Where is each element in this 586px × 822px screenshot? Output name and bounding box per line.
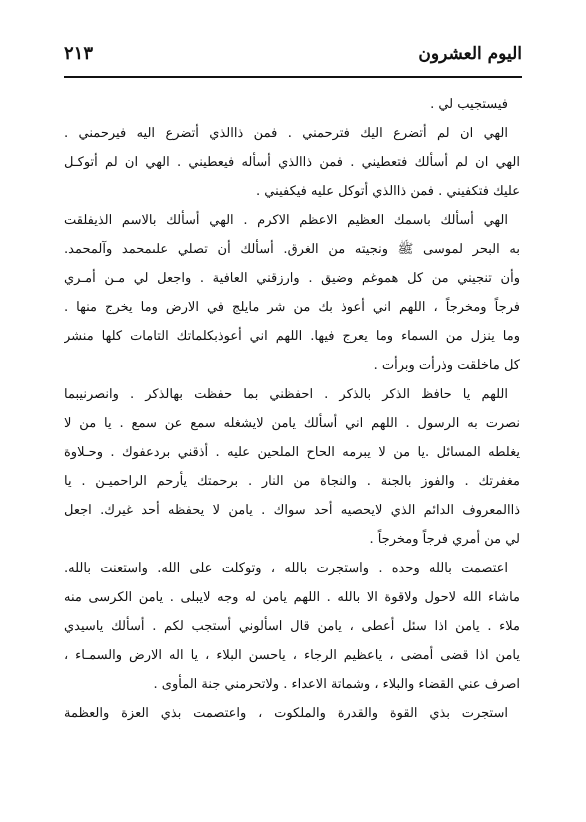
paragraph xyxy=(64,554,520,699)
text-line: اعتصمت بالله وحده . واستجرت بالله ، وتوكلت على الله. واستعنت بالله. xyxy=(64,561,508,576)
paragraph xyxy=(64,380,520,554)
text-line: يامن اذا قضى أمضى ، ياعظيم الرجاء ، ياحسن البلاء ، يا اله الارض والسمـاء ، xyxy=(64,648,520,663)
text-line: عليك فتكفيني . فمن ذاالذي أتوكل عليه فيكفيني . xyxy=(256,184,520,199)
text-line: الهي ان لم أتضرع اليك فترحمني . فمن ذاالذي أتضرع اليه فيرحمني . xyxy=(64,126,508,141)
paragraph xyxy=(64,90,520,119)
text-line: لي من أمري فرجاً ومخرجاً . xyxy=(369,532,520,547)
text-line: ذاالمعروف الدائم الذي لايحصيه أحد سواك . يامن لا يحفظه أحد غيرك. اجعل xyxy=(64,503,520,518)
header-rule xyxy=(64,76,522,78)
text-line: ماشاء الله لاحول ولاقوة الا بالله . اللهم يامن له وجه لايبلى . يامن الكرسى منه xyxy=(64,590,520,605)
text-line: الهي أسألك باسمك العظيم الاعظم الاكرم . الهي أسألك بالاسم الذيفلقت xyxy=(64,213,508,228)
text-line: فيستجيب لي . xyxy=(430,97,508,112)
page-header xyxy=(64,36,522,76)
text-line: اللهم يا حافظ الذكر بالذكر . احفظني بما حفظت بهالذكر . وانصرنيبما xyxy=(64,387,508,402)
text-line: ملاء . يامن اذا سئل أعطى ، يامن قال اسألوني أستجب لكم . أسألك ياسيدي xyxy=(64,619,520,634)
text-line: مغفرتك . والفوز بالجنة . والنجاة من النار . برحمتك يأرحم الراحميـن . يا xyxy=(64,474,520,489)
body-text xyxy=(64,90,520,728)
text-line: كل ماخلقت وذرأت وبرأت . xyxy=(373,358,520,373)
page-number: ٢١٣ xyxy=(64,43,94,64)
text-line: وما ينزل من السماء وما يعرج فيها. اللهم اني أعوذبكلماتك التامات كلها منشر xyxy=(64,329,520,344)
text-line: اصرف عني القضاء والبلاء ، وشماتة الاعداء . ولاتحرمني جنة المأوى . xyxy=(153,677,520,692)
running-title: اليوم العشرون xyxy=(418,44,522,64)
text-line: فرجاً ومخرجاً ، اللهم اني أعوذ بك من شر مايلج في الارض وما يخرج منها . xyxy=(64,300,520,315)
paragraph xyxy=(64,699,520,728)
text-line: به البحر لموسى ﷺ ونجيته من الغرق. أسألك أن تصلي علىمحمد وآلمحمد. xyxy=(64,242,520,257)
text-line: استجرت بذي القوة والقدرة والملكوت ، واعتصمت بذي العزة والعظمة xyxy=(64,706,508,721)
paragraph xyxy=(64,206,520,380)
paragraph xyxy=(64,119,520,206)
text-line: يغلطه المسائل .يا من لا يبرمه الحاح الملحين عليه . أذقني بردعفوك . وحـلاوة xyxy=(64,445,520,460)
text-line: نصرت به الرسول . اللهم اني أسألك يامن لايشغله سمع عن سمع . يا من لا xyxy=(64,416,520,431)
text-line: وأن تنجيني من كل هموغم وضيق . وارزقني العافية . واجعل لي مـن أمـري xyxy=(64,271,520,286)
text-line: الهي ان لم أسألك فتعطيني . فمن ذاالذي أسأله فيعطيني . الهي ان لم أتوكـل xyxy=(64,155,520,170)
